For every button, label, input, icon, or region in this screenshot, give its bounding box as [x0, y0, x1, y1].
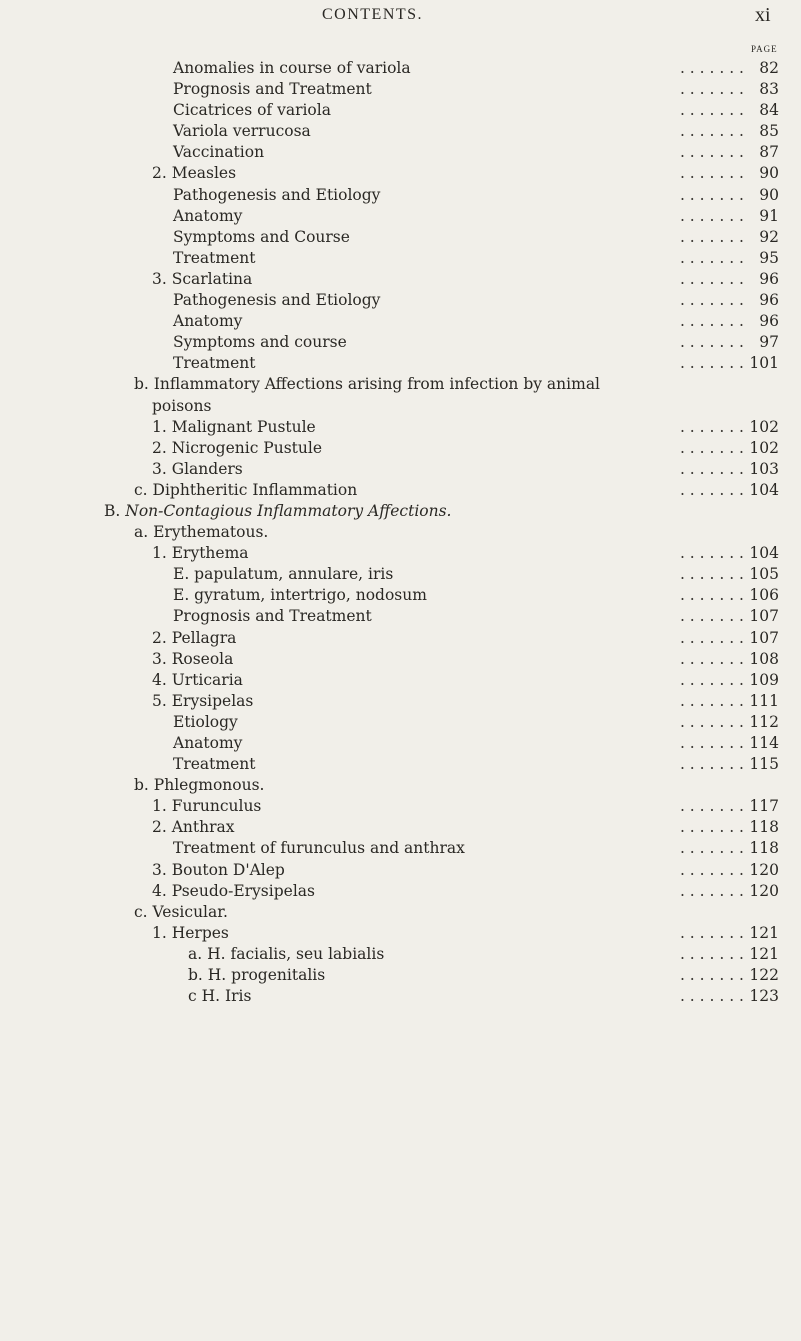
toc-entry-title: 3. Bouton D'Alep	[152, 860, 285, 879]
toc-entry	[0, 480, 801, 501]
toc-entry-page: 107	[749, 628, 779, 647]
toc-entry-page: 118	[749, 818, 779, 837]
toc-entry-title: E. papulatum, annulare, iris	[173, 565, 394, 584]
toc-entry-title: Treatment	[173, 354, 256, 373]
toc-entry-page: 82	[759, 59, 779, 77]
toc-entry-page: 90	[759, 164, 779, 183]
toc-entry	[0, 817, 801, 838]
page-number: xi	[755, 4, 771, 26]
toc-entry	[0, 838, 801, 859]
dot-leader: . . . . . . .	[679, 248, 744, 267]
toc-entry-page: 106	[749, 586, 779, 605]
dot-leader: . . . . . . .	[679, 333, 744, 352]
toc-entry-page: 121	[749, 944, 779, 963]
toc-entry-page: 96	[759, 269, 779, 288]
dot-leader: . . . . . . .	[679, 185, 744, 204]
running-head-title: CONTENTS.	[322, 6, 424, 23]
toc-entry	[0, 269, 801, 290]
toc-entry	[0, 163, 801, 184]
toc-entry-page: 118	[749, 839, 779, 858]
dot-leader: . . . . . . .	[679, 797, 744, 816]
toc-entry	[0, 628, 801, 649]
dot-leader: . . . . . . .	[679, 227, 744, 246]
toc-entry-page: 122	[749, 966, 779, 985]
toc-entry-page: 87	[759, 143, 779, 162]
toc-entry-title: poisons	[152, 396, 212, 415]
toc-entry-title: c. Vesicular.	[134, 902, 228, 921]
toc-entry-page: 95	[759, 248, 779, 267]
dot-leader: . . . . . . .	[679, 987, 744, 1006]
toc-entry-page: 91	[759, 206, 779, 225]
table-of-contents	[0, 58, 801, 1007]
toc-entry-title: 1. Herpes	[152, 923, 229, 942]
toc-entry	[0, 670, 801, 691]
toc-entry-page: 104	[749, 544, 779, 563]
toc-entry-page: 103	[749, 459, 779, 478]
toc-entry	[0, 754, 801, 775]
toc-entry-page: 97	[759, 333, 779, 352]
toc-entry-page: 84	[759, 101, 779, 120]
dot-leader: . . . . . . .	[679, 438, 744, 457]
toc-entry	[0, 121, 801, 142]
toc-entry-title: 2. Anthrax	[152, 818, 235, 837]
toc-entry-title: 3. Scarlatina	[152, 269, 253, 288]
toc-entry	[0, 417, 801, 438]
toc-entry-title: Etiology	[173, 712, 238, 731]
toc-entry-title: Symptoms and course	[173, 333, 347, 352]
toc-entry-page: 83	[759, 80, 779, 99]
toc-entry-page: 121	[749, 923, 779, 942]
toc-entry-title: 1. Furunculus	[152, 797, 262, 816]
dot-leader: . . . . . . .	[679, 312, 744, 331]
toc-entry	[0, 311, 801, 332]
toc-entry	[0, 248, 801, 269]
toc-entry-title: Anatomy	[173, 312, 243, 331]
toc-entry	[0, 881, 801, 902]
toc-entry-title: E. gyratum, intertrigo, nodosum	[173, 586, 427, 605]
toc-entry-title: Vaccination	[173, 143, 265, 162]
toc-entry-title: 4. Pseudo-Erysipelas	[152, 881, 315, 900]
toc-entry	[0, 522, 801, 543]
toc-entry	[0, 374, 801, 395]
toc-entry	[0, 227, 801, 248]
toc-entry-title: 1. Erythema	[152, 544, 249, 563]
dot-leader: . . . . . . .	[679, 80, 744, 99]
toc-entry-page: 111	[749, 691, 779, 710]
dot-leader: . . . . . . .	[679, 101, 744, 120]
toc-entry-title: Treatment of furunculus and anthrax	[173, 839, 465, 858]
toc-entry-page: 102	[749, 438, 779, 457]
dot-leader: . . . . . . .	[679, 670, 744, 689]
dot-leader: . . . . . . .	[679, 712, 744, 731]
toc-entry-page: 101	[749, 354, 779, 373]
toc-entry-page: 92	[759, 227, 779, 246]
toc-entry	[0, 501, 801, 522]
toc-entry	[0, 986, 801, 1007]
toc-entry	[0, 142, 801, 163]
dot-leader: . . . . . . .	[679, 291, 744, 310]
dot-leader: . . . . . . .	[679, 923, 744, 942]
toc-entry	[0, 796, 801, 817]
toc-entry	[0, 712, 801, 733]
toc-entry-title: Symptoms and Course	[173, 227, 350, 246]
toc-entry	[0, 860, 801, 881]
toc-entry	[0, 564, 801, 585]
toc-entry-title: c. Diphtheritic Inflammation	[134, 480, 358, 499]
dot-leader: . . . . . . .	[679, 839, 744, 858]
toc-entry-title: B. Non-Contagious Inflammatory Affections.	[104, 501, 452, 520]
toc-entry	[0, 332, 801, 353]
toc-entry-page: 114	[749, 734, 779, 752]
toc-entry	[0, 543, 801, 564]
toc-entry	[0, 965, 801, 986]
toc-entry-title: 5. Erysipelas	[152, 691, 254, 710]
toc-entry-page: 96	[759, 291, 779, 310]
toc-entry-title: 3. Roseola	[152, 649, 234, 668]
dot-leader: . . . . . . .	[679, 691, 744, 710]
toc-entry-title: Prognosis and Treatment	[173, 607, 372, 626]
dot-leader: . . . . . . .	[679, 59, 744, 77]
dot-leader: . . . . . . .	[679, 269, 744, 288]
toc-entry	[0, 100, 801, 121]
dot-leader: . . . . . . .	[679, 860, 744, 879]
toc-entry-page: 123	[749, 987, 779, 1006]
toc-entry-page: 108	[749, 649, 779, 668]
dot-leader: . . . . . . .	[679, 881, 744, 900]
dot-leader: . . . . . . .	[679, 818, 744, 837]
toc-entry-page: 115	[749, 755, 779, 774]
dot-leader: . . . . . . .	[679, 206, 744, 225]
toc-entry-title: Pathogenesis and Etiology	[173, 185, 381, 204]
toc-entry-title: 4. Urticaria	[152, 670, 243, 689]
toc-entry	[0, 185, 801, 206]
dot-leader: . . . . . . .	[679, 544, 744, 563]
toc-entry	[0, 649, 801, 670]
toc-entry-title: Treatment	[173, 755, 256, 774]
toc-entry-page: 90	[759, 185, 779, 204]
toc-entry-title: Variola verrucosa	[173, 122, 311, 141]
toc-entry-title: b. H. progenitalis	[188, 966, 326, 985]
toc-entry-page: 96	[759, 312, 779, 331]
toc-entry-title: b. Inflammatory Affections arising from infection by animal	[134, 375, 601, 394]
dot-leader: . . . . . . .	[679, 628, 744, 647]
toc-entry	[0, 585, 801, 606]
toc-entry	[0, 438, 801, 459]
toc-entry-title: Anomalies in course of variola	[173, 59, 411, 77]
dot-leader: . . . . . . .	[679, 755, 744, 774]
toc-entry-title: 2. Measles	[152, 164, 237, 183]
toc-entry-title: a. H. facialis, seu labialis	[188, 944, 385, 963]
toc-entry	[0, 606, 801, 627]
dot-leader: . . . . . . .	[679, 459, 744, 478]
toc-entry-page: 117	[749, 797, 779, 816]
dot-leader: . . . . . . .	[679, 607, 744, 626]
dot-leader: . . . . . . .	[679, 122, 744, 141]
toc-entry	[0, 733, 801, 754]
dot-leader: . . . . . . .	[679, 143, 744, 162]
toc-entry-title: 2. Nicrogenic Pustule	[152, 438, 323, 457]
toc-entry-title: Treatment	[173, 248, 256, 267]
toc-entry-page: 112	[749, 712, 779, 731]
toc-entry-title: Pathogenesis and Etiology	[173, 291, 381, 310]
toc-entry	[0, 923, 801, 944]
toc-entry	[0, 353, 801, 374]
dot-leader: . . . . . . .	[679, 565, 744, 584]
toc-entry-page: 105	[749, 565, 779, 584]
toc-entry	[0, 691, 801, 712]
toc-entry	[0, 459, 801, 480]
toc-entry-title: b. Phlegmonous.	[134, 776, 265, 795]
dot-leader: . . . . . . .	[679, 164, 744, 183]
dot-leader: . . . . . . .	[679, 966, 744, 985]
toc-entry	[0, 206, 801, 227]
toc-entry-title: 3. Glanders	[152, 459, 243, 478]
toc-entry-page: 120	[749, 860, 779, 879]
dot-leader: . . . . . . .	[679, 649, 744, 668]
toc-entry-title: c H. Iris	[188, 987, 252, 1006]
dot-leader: . . . . . . .	[679, 417, 744, 436]
dot-leader: . . . . . . .	[679, 354, 744, 373]
toc-entry-page: 120	[749, 881, 779, 900]
toc-entry-title: 2. Pellagra	[152, 628, 237, 647]
toc-entry-title: Prognosis and Treatment	[173, 80, 372, 99]
toc-entry	[0, 79, 801, 100]
toc-entry-page: 107	[749, 607, 779, 626]
toc-entry	[0, 58, 801, 79]
dot-leader: . . . . . . .	[679, 734, 744, 752]
dot-leader: . . . . . . .	[679, 944, 744, 963]
toc-entry	[0, 290, 801, 311]
running-head	[0, 4, 801, 28]
dot-leader: . . . . . . .	[679, 480, 744, 499]
dot-leader: . . . . . . .	[679, 586, 744, 605]
toc-entry-title: Anatomy	[173, 734, 243, 752]
toc-entry	[0, 396, 801, 417]
toc-entry-page: 104	[749, 480, 779, 499]
toc-entry-title: Cicatrices of variola	[173, 101, 331, 120]
toc-entry	[0, 944, 801, 965]
toc-entry-page: 85	[759, 122, 779, 141]
toc-entry-page: 102	[749, 417, 779, 436]
toc-entry-title: a. Erythematous.	[134, 523, 269, 542]
page-column-label: PAGE	[751, 44, 778, 54]
toc-entry-title: Anatomy	[173, 206, 243, 225]
toc-entry-title: 1. Malignant Pustule	[152, 417, 316, 436]
toc-entry	[0, 902, 801, 923]
toc-entry	[0, 775, 801, 796]
toc-entry-page: 109	[749, 670, 779, 689]
